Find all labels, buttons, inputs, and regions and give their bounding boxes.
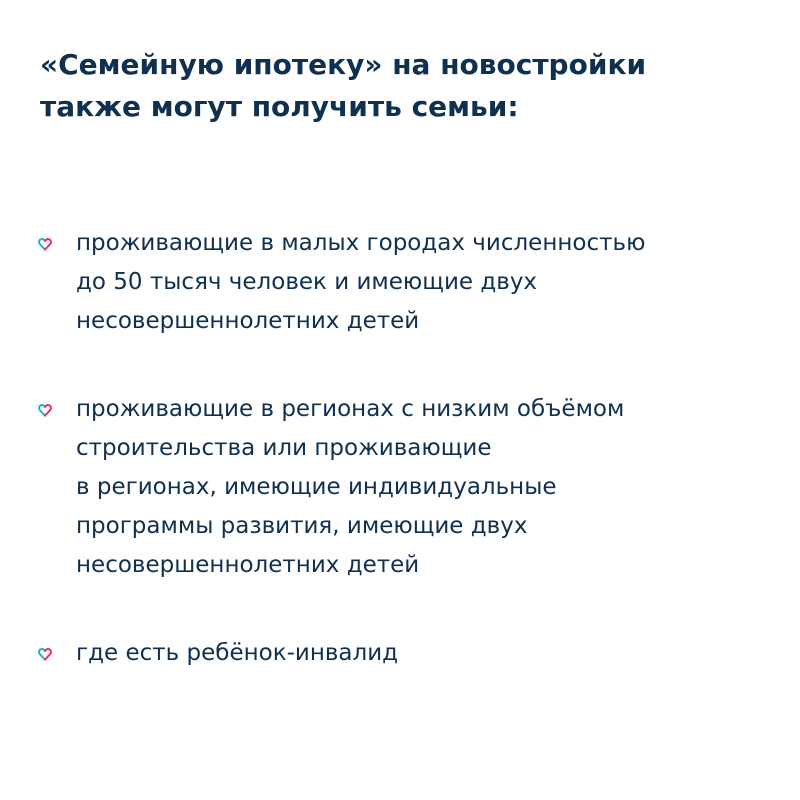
list-item-line: несовершеннолетних детей bbox=[76, 552, 420, 578]
list-item-text bbox=[76, 390, 624, 585]
list-item-line: проживающие в малых городах численностью bbox=[76, 230, 646, 256]
list-item-line: до 50 тысяч человек и имеющие двух bbox=[76, 269, 538, 295]
list-item-line: проживающие в регионах с низким объёмом bbox=[76, 396, 625, 422]
heart-icon bbox=[38, 647, 52, 661]
list-item-text bbox=[76, 224, 645, 341]
heart-icon bbox=[38, 403, 52, 417]
list-item bbox=[38, 390, 778, 585]
list-item-line: в регионах, имеющие индивидуальные bbox=[76, 474, 557, 500]
page-title bbox=[40, 44, 780, 128]
list-item bbox=[38, 634, 778, 673]
eligibility-list bbox=[38, 224, 778, 722]
list-item bbox=[38, 224, 778, 341]
page-title-line: «Семейную ипотеку» на новостройки bbox=[40, 48, 647, 81]
list-item-text bbox=[76, 634, 398, 673]
list-item-line: строительства или проживающие bbox=[76, 435, 492, 461]
page-title-line: также могут получить семьи: bbox=[40, 90, 519, 123]
list-item-line: где есть ребёнок-инвалид bbox=[76, 640, 399, 666]
list-item-line: несовершеннолетних детей bbox=[76, 308, 420, 334]
heart-icon bbox=[38, 237, 52, 251]
list-item-line: программы развития, имеющие двух bbox=[76, 513, 528, 539]
